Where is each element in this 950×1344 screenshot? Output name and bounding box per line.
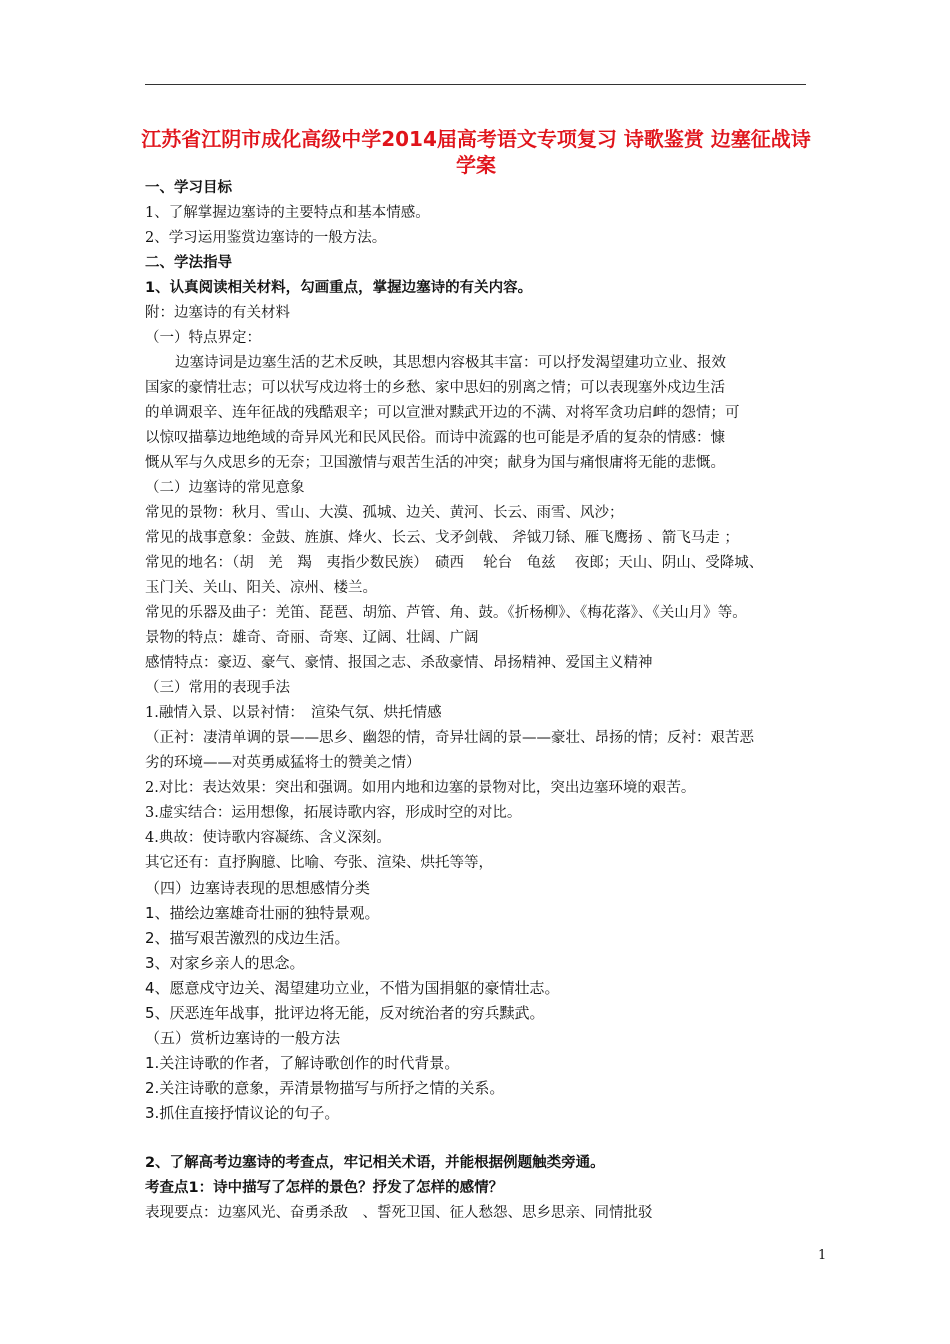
text-line: 常见的景物：秋月、雪山、大漠、孤城、边关、黄河、长云、雨雪、风沙； (145, 505, 624, 521)
text-line: （二）边塞诗的常见意象 (145, 480, 305, 496)
text-line: （正衬：凄清单调的景——思乡、幽怨的情，奇异壮阔的景——豪壮、昂扬的情；反衬：艰苦恶 (145, 730, 754, 746)
text-line: 1、了解掌握边塞诗的主要特点和基本情感。 (145, 205, 430, 221)
header-rule (145, 84, 806, 85)
scanned-line: （四）边塞诗表现的思想感情分类 (145, 879, 371, 897)
scanned-line: 3.抓住直接抒情议论的句子。 (145, 1104, 340, 1122)
text-line: （三）常用的表现手法 (145, 680, 290, 696)
text-line: 劣的环境——对英勇威猛将士的赞美之情） (145, 755, 421, 771)
spacer (145, 1126, 809, 1151)
paragraph-line: 的单调艰辛、连年征战的残酷艰辛；可以宣泄对黩武开边的不满、对将军贪功启衅的怨情；可 (145, 405, 740, 421)
text-line: 1.融情入景、以景衬情： 渲染气氛、烘托情感 (145, 705, 442, 721)
text-line: 感情特点：豪迈、豪气、豪情、报国之志、杀敌豪情、昂扬精神、爱国主义精神 (145, 655, 653, 671)
scanned-line: 2.关注诗歌的意象，弄清景物描写与所抒之情的关系。 (145, 1079, 505, 1097)
document-title: 江苏省江阴市成化高级中学2014届高考语文专项复习 诗歌鉴赏 边塞征战诗学案 (141, 127, 811, 177)
paragraph-line: 国家的豪情壮志；可以状写戍边将士的乡愁、家中思妇的别离之情；可以表现塞外戍边生活 (145, 380, 725, 396)
document-body (145, 176, 809, 1226)
text-line: 常见的地名：（胡 羌 羯 夷指少数民族） 碛西 轮台 龟兹 夜郎；天山、阴山、受降城、 (145, 555, 764, 571)
section-heading: 二、学法指导 (145, 255, 232, 271)
text-line: 常见的乐器及曲子：羌笛、琵琶、胡笳、芦管、角、鼓。《折杨柳》、《梅花落》、《关山月》等。 (145, 605, 747, 621)
scanned-line: 4、愿意戍守边关、渴望建功立业，不惜为国捐躯的豪情壮志。 (145, 979, 560, 997)
paragraph-line: 边塞诗词是边塞生活的艺术反映，其思想内容极其丰富：可以抒发渴望建功立业、报效 (175, 355, 726, 371)
page-number: 1 (818, 1248, 827, 1263)
text-line: 常见的战事意象：金鼓、旌旗、烽火、长云、戈矛剑戟、 斧钺刀铩、雁飞鹰扬 、箭飞马走 ； (145, 530, 739, 546)
scanned-line: 2、描写艰苦激烈的戍边生活。 (145, 929, 350, 947)
scanned-line: 3、对家乡亲人的思念。 (145, 954, 305, 972)
text-line: 2.对比：表达效果：突出和强调。如用内地和边塞的景物对比，突出边塞环境的艰苦。 (145, 780, 696, 796)
scanned-line: 1、描绘边塞雄奇壮丽的独特景观。 (145, 904, 380, 922)
question-heading: 考查点1：诗中描写了怎样的景色？抒发了怎样的感情？ (145, 1180, 504, 1196)
subsection-heading: 1、认真阅读相关材料，勾画重点，掌握边塞诗的有关内容。 (145, 280, 533, 296)
text-line: 其它还有：直抒胸臆、比喻、夸张、渲染、烘托等等， (145, 855, 493, 871)
scanned-line: 1.关注诗歌的作者，了解诗歌创作的时代背景。 (145, 1054, 460, 1072)
section-heading: 一、学习目标 (145, 180, 232, 196)
text-line: 表现要点：边塞风光、奋勇杀敌 、誓死卫国、征人愁怨、思乡思亲、同情批驳 (145, 1205, 653, 1221)
text-line: （一）特点界定： (145, 330, 261, 346)
scanned-line: （五）赏析边塞诗的一般方法 (145, 1029, 341, 1047)
paragraph-line: 慨从军与久戍思乡的无奈；卫国激情与艰苦生活的冲突；献身为国与痛恨庸将无能的悲慨。 (145, 455, 725, 471)
text-line: 景物的特点：雄奇、奇丽、奇寒、辽阔、壮阔、广阔 (145, 630, 479, 646)
text-line: 附：边塞诗的有关材料 (145, 305, 290, 321)
text-line: 4.典故：使诗歌内容凝练、含义深刻。 (145, 830, 391, 846)
subsection-heading: 2、了解高考边塞诗的考查点，牢记相关术语，并能根据例题触类旁通。 (145, 1155, 605, 1171)
scanned-line: 5、厌恶连年战事，批评边将无能，反对统治者的穷兵黩武。 (145, 1004, 545, 1022)
text-line: 2、学习运用鉴赏边塞诗的一般方法。 (145, 230, 387, 246)
text-line: 3.虚实结合：运用想像，拓展诗歌内容，形成时空的对比。 (145, 805, 522, 821)
paragraph-line: 以惊叹描摹边地绝域的奇异风光和民风民俗。而诗中流露的也可能是矛盾的复杂的情感：慷 (145, 430, 725, 446)
text-line: 玉门关、关山、阳关、凉州、楼兰。 (145, 580, 377, 596)
